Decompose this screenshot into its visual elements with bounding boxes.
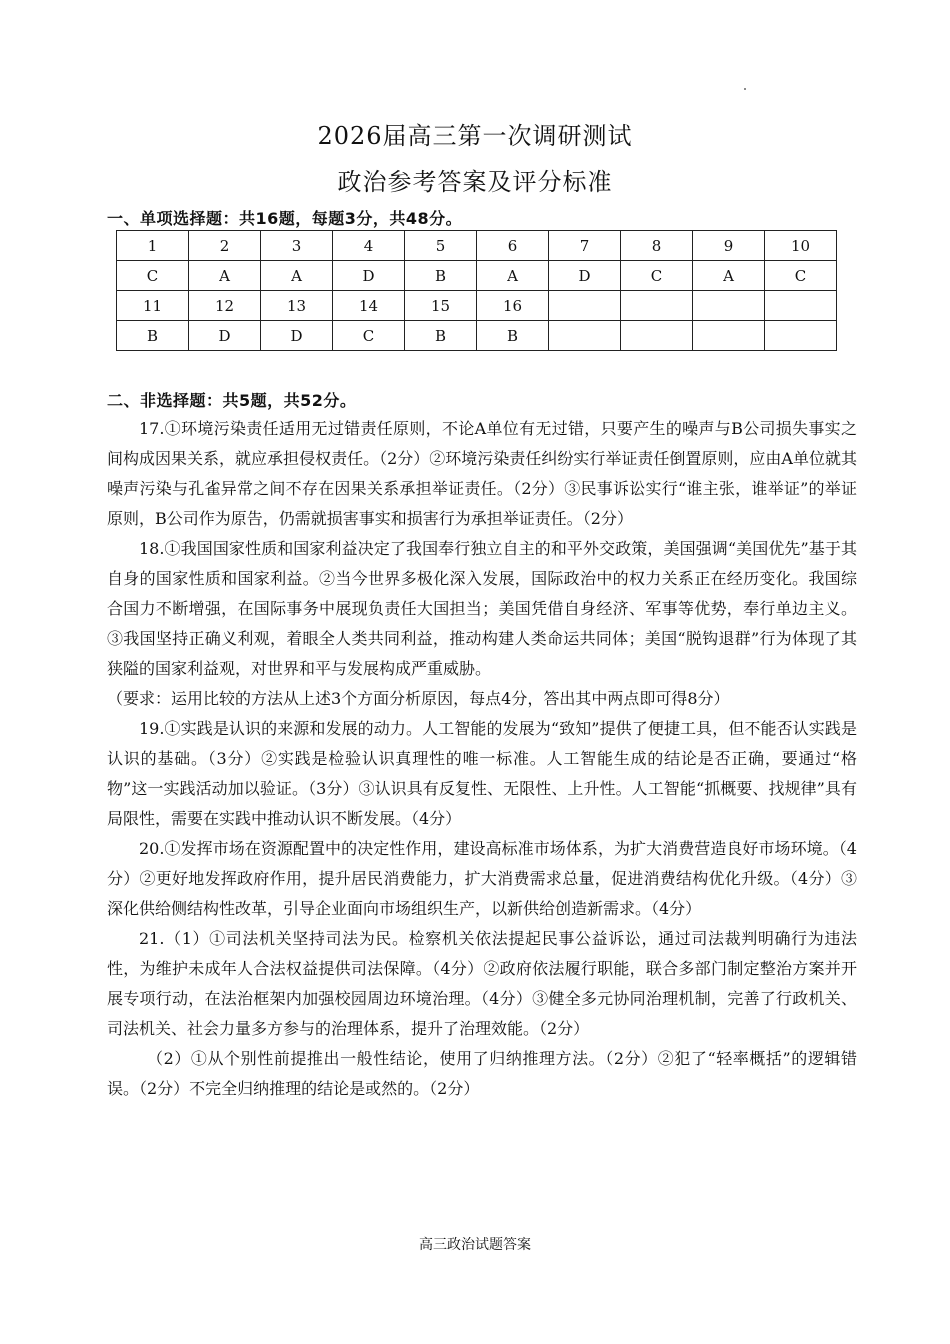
answer-cell: A [261,261,333,291]
question-number-cell [549,291,621,321]
answer-cell: D [189,321,261,351]
section2-heading: 二、非选择题：共5题，共52分。 [107,391,357,410]
answer-cell: A [693,261,765,291]
answer-cell [621,321,693,351]
question-number-cell: 5 [405,231,477,261]
question-number-cell: 11 [117,291,189,321]
question-number-cell: 7 [549,231,621,261]
question-number-cell: 13 [261,291,333,321]
answer-cell [765,321,837,351]
answer-cell: A [189,261,261,291]
answer-q21-part2: （2）①从个别性前提推出一般性结论，使用了归纳推理方法。（2分）②犯了“轻率概括”的逻辑错误。（2分）不完全归纳推理的结论是或然的。（2分） [107,1049,857,1098]
question-number-cell: 12 [189,291,261,321]
question-number-row [117,291,837,321]
question-number-cell: 10 [765,231,837,261]
section1-heading: 一、单项选择题：共16题，每题3分，共48分。 [107,209,463,228]
answer-cell: D [333,261,405,291]
question-number-cell: 8 [621,231,693,261]
answer-q21-part1: 21.（1）①司法机关坚持司法为民。检察机关依法提起民事公益诉讼，通过司法裁判明确行为违法性，为维护未成年人合法权益提供司法保障。（4分）②政府依法履行职能，联合多部门制定整治方案并开展专项行动，在法治框架内加强校园周边环境治理。（4分）③健全多元协同治理机制，完善了行政机关、司法机关、社会力量多方参与的治理体系，提升了治理效能。（2分） [107,929,857,1038]
scan-dot [744,88,746,90]
question-number-row [117,231,837,261]
answer-cell: B [477,321,549,351]
question-number-cell: 2 [189,231,261,261]
question-number-cell: 1 [117,231,189,261]
answer-cell: D [549,261,621,291]
question-number-cell: 9 [693,231,765,261]
exam-title: 2026届高三第一次调研测试 [317,122,633,150]
answer-cell: B [117,321,189,351]
question-number-cell: 16 [477,291,549,321]
answer-cell: D [261,321,333,351]
question-number-cell: 6 [477,231,549,261]
exam-subtitle: 政治参考答案及评分标准 [337,168,613,196]
answer-q20: 20.①发挥市场在资源配置中的决定性作用，建设高标准市场体系，为扩大消费营造良好市场环境。（4分）②更好地发挥政府作用，提升居民消费能力，扩大消费需求总量，促进消费结构优化升级。（4分）③深化供给侧结构性改革，引导企业面向市场组织生产，以新供给创造新需求。（4分） [107,839,857,918]
answer-q19: 19.①实践是认识的来源和发展的动力。人工智能的发展为“致知”提供了便捷工具，但不能否认实践是认识的基础。（3分）②实践是检验认识真理性的唯一标准。人工智能生成的结论是否正确，要通过“格物”这一实践活动加以验证。（3分）③认识具有反复性、无限性、上升性。人工智能“抓概要、找规律”具有局限性，需要在实践中推动认识不断发展。（4分） [107,719,857,828]
answer-q17: 17.①环境污染责任适用无过错责任原则，不论A单位有无过错，只要产生的噪声与B公司损失事实之间构成因果关系，就应承担侵权责任。（2分）②环境污染责任纠纷实行举证责任倒置原则，应由A单位就其噪声污染与孔雀异常之间不存在因果关系承担举证责任。（2分）③民事诉讼实行“谁主张，谁举证”的举证原则，B公司作为原告，仍需就损害事实和损害行为承担举证责任。（2分） [107,419,857,528]
answer-table [116,230,837,351]
question-number-cell: 15 [405,291,477,321]
answer-q18-requirement: （要求：运用比较的方法从上述3个方面分析原因，每点4分，答出其中两点即可得8分） [107,689,730,708]
question-number-cell [621,291,693,321]
question-number-cell [693,291,765,321]
answer-cell: B [405,261,477,291]
answer-cell: C [117,261,189,291]
answer-cell: C [333,321,405,351]
answer-cell [693,321,765,351]
answer-cell [549,321,621,351]
answer-q18: 18.①我国国家性质和国家利益决定了我国奉行独立自主的和平外交政策，美国强调“美国优先”基于其自身的国家性质和国家利益。②当今世界多极化深入发展，国际政治中的权力关系正在经历变化。我国综合国力不断增强，在国际事务中展现负责任大国担当；美国凭借自身经济、军事等优势，奉行单边主义。③我国坚持正确义利观，着眼全人类共同利益，推动构建人类命运共同体；美国“脱钩退群”行为体现了其狭隘的国家利益观，对世界和平与发展构成严重威胁。 [107,539,857,678]
question-number-cell [765,291,837,321]
question-number-cell: 3 [261,231,333,261]
answer-cell: A [477,261,549,291]
question-number-cell: 14 [333,291,405,321]
question-number-cell: 4 [333,231,405,261]
answer-cell: B [405,321,477,351]
answers-body [107,414,857,1104]
answer-key-row [117,261,837,291]
answer-cell: C [621,261,693,291]
page-footer: 高三政治试题答案 [419,1237,531,1253]
answer-key-row [117,321,837,351]
answer-cell: C [765,261,837,291]
